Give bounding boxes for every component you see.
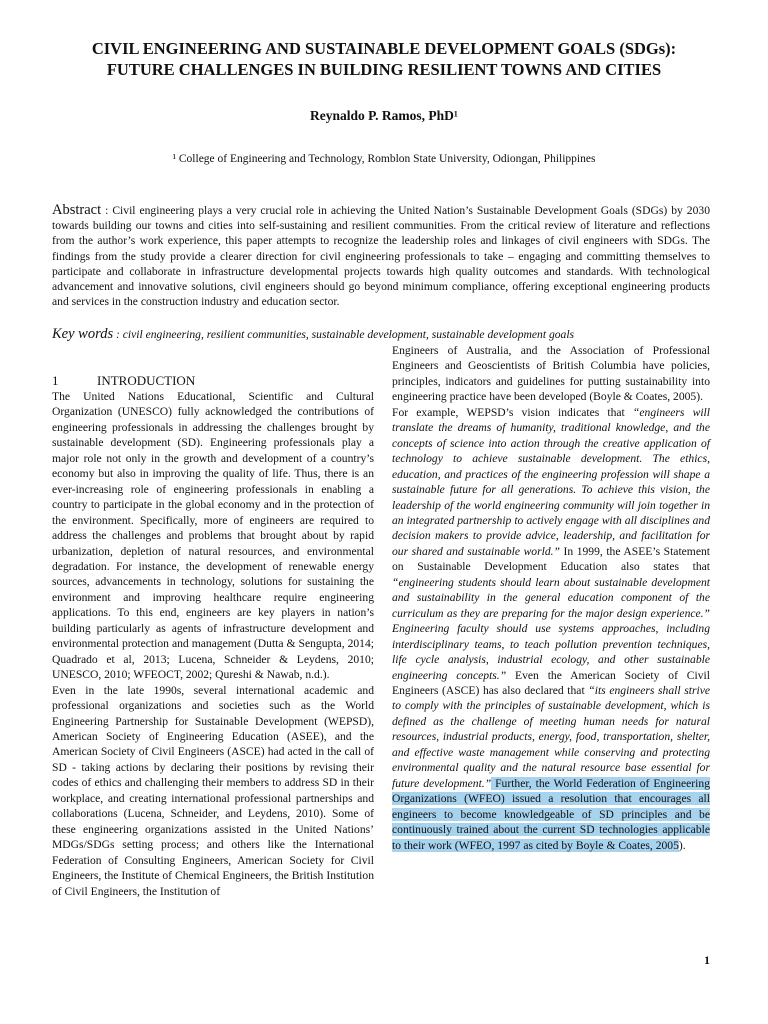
quote-asee: “engineering students should learn about sustainable development and sustainability in the general education component of the curriculum as they are preparing for the major design experience.” Engineering faculty should use systems approaches, including interdisciplinary teams, to teach pollution prevention techniques, life cycle analysis, industrial ecology, and other sustainable engineering concepts.” bbox=[392, 575, 710, 682]
section-heading bbox=[52, 373, 195, 389]
quote-asce: “its engineers shall strive to comply with the principles of sustainable development, which is defined as the challenge of meeting human needs for natural resources, industrial products, energy, food, transportation, shelter, and effective waste management while conserving and protecting environmental quality and the natural resource base essential for future development.” bbox=[392, 683, 710, 790]
title-line-2: FUTURE CHALLENGES IN BUILDING RESILIENT TOWNS AND CITIES bbox=[106, 60, 662, 79]
author-name: Reynaldo P. Ramos, PhD¹ bbox=[310, 108, 458, 123]
author-affiliation: ¹ College of Engineering and Technology, Romblon State University, Odiongan, Philippines bbox=[172, 153, 596, 165]
quote-wepsd: “engineers will translate the dreams of humanity, traditional knowledge, and the concepts of science into action through the creative application of technology to achieve sustainable development. The ethics, education, and practices of the engineering profession will shape a sustainable future for all generations. To achieve this vision, the leadership of the world engineering community will join together in an integrated partnership to actively engage with all disciplines and decision makers to provide advice, leadership, and facilitation for our shared and sustainable world.” bbox=[392, 405, 710, 558]
text-run: Even the American Society of Civil Engineers (ASCE) has also declared that bbox=[392, 668, 710, 697]
body-paragraph bbox=[392, 405, 710, 853]
text-run: For example, WEPSD’s vision indicates that bbox=[392, 405, 633, 419]
abstract bbox=[52, 203, 710, 309]
body-paragraph: The United Nations Educational, Scientific and Cultural Organization (UNESCO) fully acknowledged the contributions of engineering professionals in addressing the challenges brought by sustainable development (SD). Engineering professionals play a major role not only in the growth and development of a country’s economy but also in improving the quality of life. Thus, there is an ever-increasing role of engineering professionals in enabling a country to participate in the global economy and in the protection of the environment. Specifically, more of engineers are required to address the challenges and problems that brought about by rapid urbanization, depletion of natural resources, and environmental degradation. For instance, the development of renewable energy sources, advancements in technology, solutions for sustaining the environment and improving healthcare require engineering applications. To this end, engineers are key players in nation’s building particularly as agents of infrastructure development and environmental protection and management (Dutta & Sengupta, 2014; Quadrado et al, 2013; Lucena, Schneider & Leydens, 2010; UNESCO, 2010; WFEOCT, 2002; Qureshi & Nawab, n.d.). bbox=[52, 390, 374, 682]
section-number: 1 bbox=[52, 373, 59, 388]
abstract-label: Abstract bbox=[52, 202, 102, 218]
body-paragraph: Even in the late 1990s, several international academic and professional organizations and societies such as the World Engineering Partnership for Sustainable Development (WEPSD), American Society of Engineering Education (ASEE), and the American Society of Civil Engineers (ASCE) had acted in the call of SD - taking actions by declaring their positions by revising their codes of ethics and challenging their members to address SD in their workplace, and creating international professional partnerships and collaborations (Lucena, Schneider, and Leydens, 2010). Some of these engineering organizations assisted in the United Nations’ MDGs/SDGs setting process; and others like the International Federation of Consulting Engineers, American Society for Civil Engineers, the Institute of Chemical Engineers, the British Institution of Civil Engineers, the Institution of bbox=[52, 683, 374, 898]
body-paragraph: Engineers of Australia, and the Association of Professional Engineers and Geoscientists of British Columbia have policies, principles, indicators and guidelines for putting sustainability into engineering practice have been developed (Boyle & Coates, 2005). bbox=[392, 344, 710, 404]
right-column bbox=[392, 343, 710, 853]
keywords bbox=[52, 326, 710, 343]
page-number: 1 bbox=[704, 953, 710, 967]
keywords-text: : civil engineering, resilient communities, sustainable development, sustainable development goals bbox=[113, 328, 575, 341]
keywords-label: Key words bbox=[52, 326, 114, 342]
title-line-1: CIVIL ENGINEERING AND SUSTAINABLE DEVELOPMENT GOALS (SDGs): bbox=[91, 39, 677, 58]
section-title: INTRODUCTION bbox=[97, 373, 196, 388]
highlighted-text[interactable]: Further, the World Federation of Engineering Organizations (WFEO) issued a resolution that encourages all engineers to become knowledgeable of SD principles and be continuously trained about the current SD technologies applicable to their work (WFEO, 1997 as cited by Boyle & Coates, 2005 bbox=[392, 776, 710, 852]
text-run: In 1999, the ASEE’s Statement on Sustainable Development Education also states that bbox=[392, 544, 710, 574]
abstract-text: : Civil engineering plays a very crucial role in achieving the United Nation’s Sustainable Development Goals (SDGs) by 2030 towards building our towns and cities into self-sustaining and resilient communities. From the critical review of literature and reflections from the author’s work experience, this paper attempts to recognize the leadership roles and linkages of civil engineers with SDGs. The findings from the study provide a clearer direction for civil engineering professionals to take – engaging and committing themselves to participate and collaborate in infrastructure developmental projects towards high quality outcomes and standards. With technological advancement and innovative solutions, civil engineers should go beyond minimum compliance, offering exceptional engineering products and services in the construction industry and education sector. bbox=[52, 204, 710, 309]
paper-title bbox=[40, 38, 728, 80]
text-run: ). bbox=[678, 838, 686, 852]
left-column bbox=[52, 389, 374, 899]
